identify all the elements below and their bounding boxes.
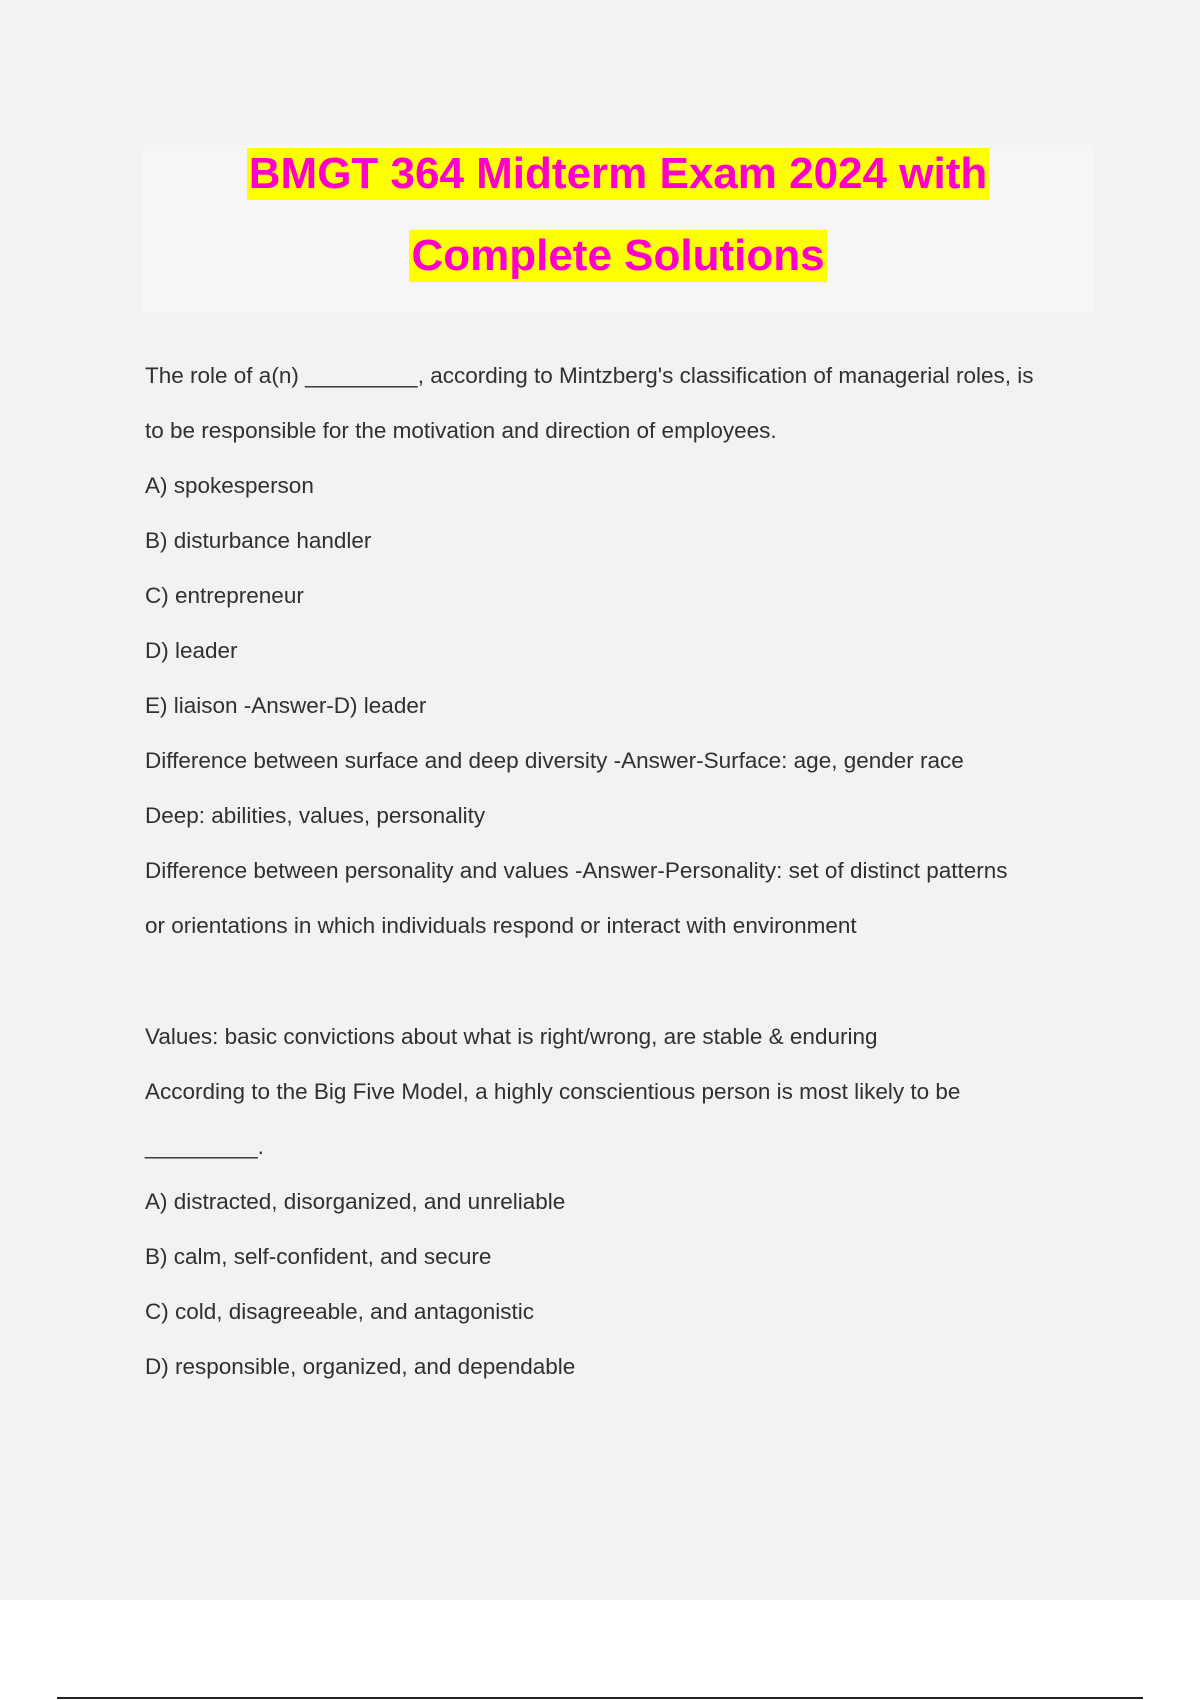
bottom-divider [57,1697,1143,1699]
document-title-line-1: BMGT 364 Midterm Exam 2024 with [248,149,988,198]
question-2-answer: Difference between surface and deep diversity -Answer-Surface: age, gender race [145,748,964,773]
title-block [143,145,1093,313]
question-1-option-e-answer: E) liaison -Answer-D) leader [145,693,427,718]
question-3-answer-continued: or orientations in which individuals respond or interact with environment [145,913,857,938]
question-1-text-continued: to be responsible for the motivation and direction of employees. [145,418,777,443]
question-4-option-a: A) distracted, disorganized, and unreliable [145,1189,566,1214]
question-4-option-b: B) calm, self-confident, and secure [145,1244,492,1269]
question-1-option-b: B) disturbance handler [145,528,372,553]
document-body [145,362,1095,1408]
question-1-option-a: A) spokesperson [145,473,314,498]
question-3-answer: Difference between personality and values -Answer-Personality: set of distinct patterns [145,858,1008,883]
question-2-answer-continued: Deep: abilities, values, personality [145,803,486,828]
question-4-option-d: D) responsible, organized, and dependable [145,1354,576,1379]
question-1-text: The role of a(n) _________, according to Mintzberg's classification of managerial roles, is [145,363,1034,388]
question-4-option-c: C) cold, disagreeable, and antagonistic [145,1299,534,1324]
question-4-blank: _________. [145,1134,264,1159]
question-1-option-d: D) leader [145,638,238,663]
document-title-line-2: Complete Solutions [411,231,825,280]
question-4-text: According to the Big Five Model, a highly conscientious person is most likely to be [145,1079,961,1104]
question-3-values-text: Values: basic convictions about what is right/wrong, are stable & enduring [145,1024,878,1049]
question-1-option-c: C) entrepreneur [145,583,304,608]
